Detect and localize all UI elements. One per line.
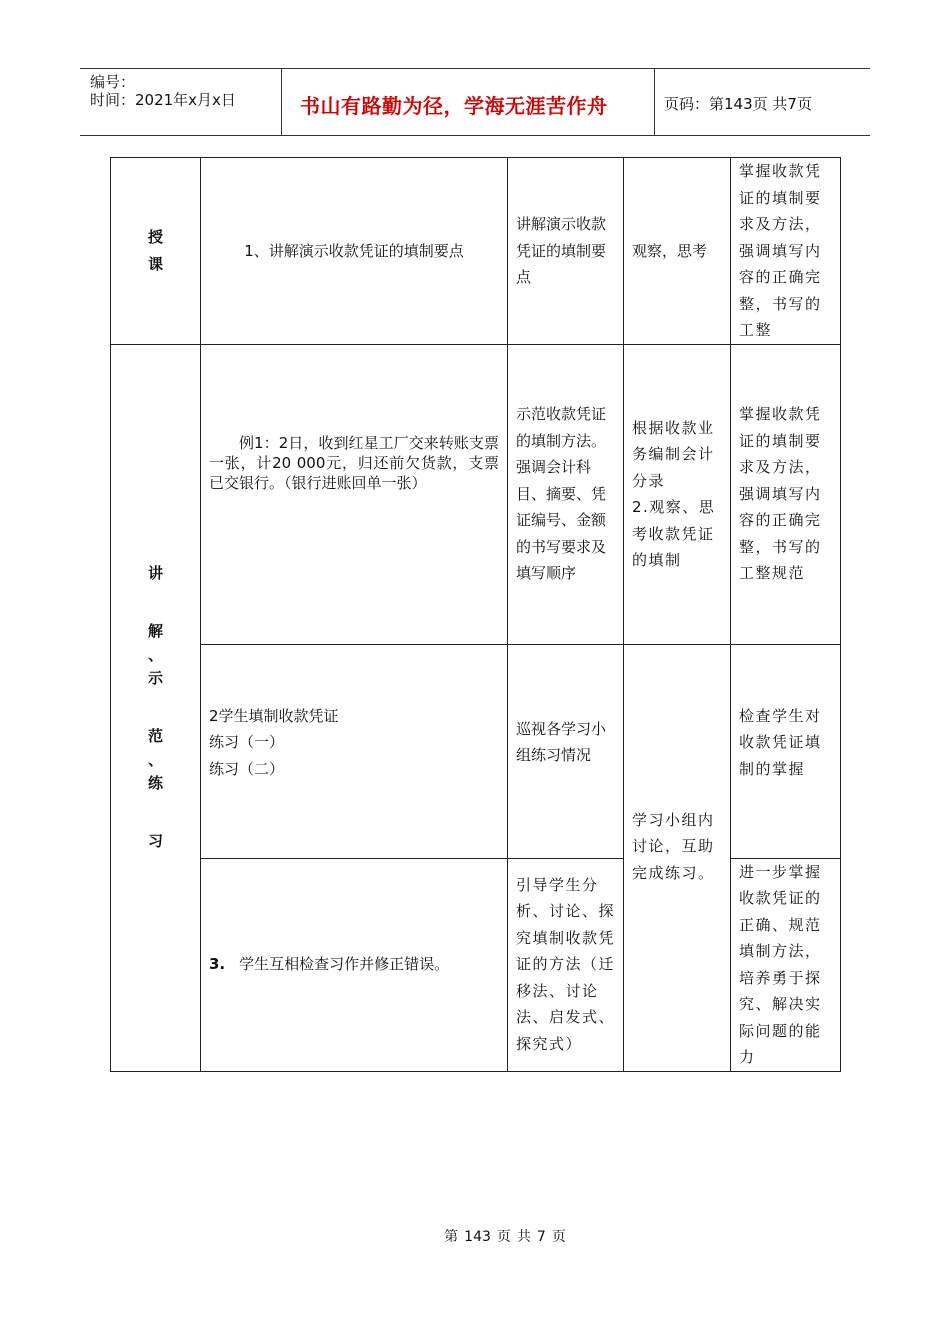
practice-content (201, 644, 508, 858)
footer-ye: 页 (496, 1229, 511, 1245)
side-stack (119, 559, 192, 856)
practice-intent: 检查学生对收款凭证填制的掌握 (731, 644, 841, 858)
table-row-example (111, 344, 841, 644)
page-footer (0, 1226, 950, 1246)
page-label: 页码：第143页 共7页 (664, 95, 812, 113)
practice-teacher: 巡视各学习小组练习情况 (508, 644, 624, 858)
example-teacher: 示范收款凭证的填制方法。强调会计科目、摘要、凭证编号、金额的书写要求及填写顺序 (508, 344, 624, 644)
check-number: 3. (209, 955, 226, 974)
check-teacher: 引导学生分析、讨论、探究填制收款凭证的方法（迁移法、讨论法、启发式、探究式） (508, 858, 624, 1071)
footer-page-number: 143 (464, 1229, 491, 1245)
lesson-table (110, 157, 841, 1072)
practice-student: 学习小组内讨论，互助完成练习。 (624, 644, 731, 1071)
spacer (119, 588, 192, 617)
footer-total-pages: 7 (536, 1229, 546, 1245)
side-char: 授 (147, 228, 163, 247)
practice-line-1: 2学生填制收款凭证 (209, 706, 339, 725)
side-char: 、 (147, 751, 163, 769)
practice-line-3: 练习（二） (209, 759, 285, 778)
footer-ye: 页 (551, 1229, 566, 1245)
header-top-rule (80, 68, 870, 69)
code-label: 编号： (90, 73, 136, 91)
header-divider-2 (654, 68, 655, 135)
table-row-check (111, 858, 841, 1071)
side-char: 练 (147, 774, 163, 792)
example-intent: 掌握收款凭证的填制要求及方法，强调填写内容的正确完整，书写的工整规范 (731, 344, 841, 644)
check-text: 学生互相检查习作并修正错误。 (239, 955, 450, 974)
table-row-practice (111, 644, 841, 858)
example-content: 例1：2日，收到红星工厂交来转账支票一张，计20 000元，归还前欠货款，支票已交银行。（银行进账回单一张） (201, 344, 508, 644)
motto-title: 书山有路勤为径，学海无涯苦作舟 (300, 94, 608, 118)
footer-di: 第 (444, 1229, 459, 1245)
teacher-cell: 讲解演示收款凭证的填制要点 (508, 158, 624, 345)
side-char: 示 (147, 669, 163, 687)
side-label-practice (111, 344, 201, 1071)
spacer (119, 693, 192, 722)
spacer (119, 798, 192, 827)
example-student: 根据收款业务编制会计分录 2.观察、思考收款凭证的填制 (624, 344, 731, 644)
side-char: 课 (147, 254, 163, 273)
side-char: 解 (147, 622, 163, 640)
student-cell: 观察，思考 (624, 158, 731, 345)
practice-line-2: 练习（一） (209, 733, 285, 751)
side-char: 讲 (147, 564, 163, 582)
side-char: 、 (147, 646, 163, 664)
intent-cell: 掌握收款凭证的填制要求及方法，强调填写内容的正确完整，书写的工整 (731, 158, 841, 345)
footer-gong: 共 (516, 1229, 531, 1245)
header-divider-1 (281, 68, 282, 135)
side-label-lecture (111, 158, 201, 345)
side-char: 范 (147, 727, 163, 745)
table-row-lecture (111, 158, 841, 345)
check-content (201, 858, 508, 1071)
side-char: 习 (147, 832, 163, 850)
content-cell: 1、讲解演示收款凭证的填制要点 (201, 158, 508, 345)
header-bottom-rule (80, 135, 870, 136)
check-intent: 进一步掌握收款凭证的正确、规范填制方法，培养勇于探究、解决实际问题的能力 (731, 858, 841, 1071)
time-label: 时间：2021年x月x日 (90, 91, 236, 109)
